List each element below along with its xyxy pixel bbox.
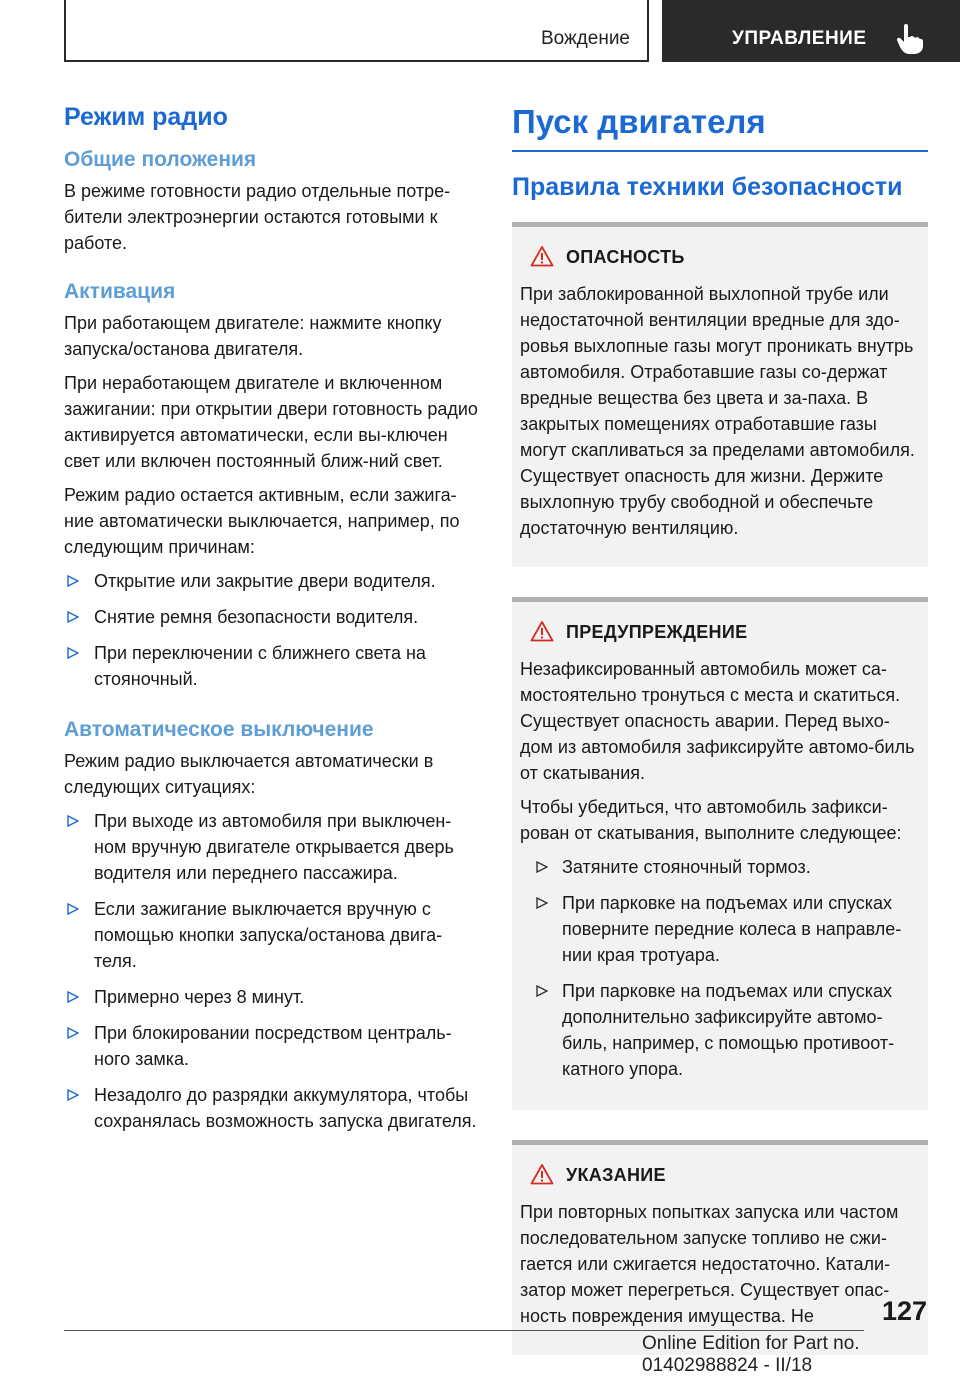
list-item: Если зажигание выключается вручную с помощью кнопки запуска/останова двига-теля. xyxy=(64,896,480,974)
triangle-bullet-icon xyxy=(67,1089,79,1101)
triangle-bullet-icon xyxy=(67,647,79,659)
box-title: ПРЕДУПРЕЖДЕНИЕ xyxy=(566,622,748,642)
paragraph: Режим радио остается активным, если зажига-ние автоматически выключается, например, по следующим причинам: xyxy=(64,485,460,557)
warning-box xyxy=(512,597,928,1110)
box-header xyxy=(520,620,920,656)
subsection-title-safety: Правила техники безопасности xyxy=(512,173,903,201)
list-item: При блокировании посредством централь-ного замка. xyxy=(64,1020,480,1072)
paragraph: При повторных попытках запуска или частом последовательном запуске топливо не сжи-гается или сжигается недостаточно. Катали-затор может перегреться. Существует опас-ность повреждения имущества. Не xyxy=(520,1202,899,1326)
right-column xyxy=(512,100,928,1355)
paragraph: Чтобы убедиться, что автомобиль зафикси-рован от скатывания, выполните следующее: xyxy=(520,797,902,843)
paragraph: В режиме готовности радио отдельные потре-бители электроэнергии остаются готовыми к работе. xyxy=(64,181,451,253)
bullet-list xyxy=(64,568,480,692)
list-item: При парковке на подъемах или спусках дополнительно зафиксируйте автомо-биль, например, с помощью противоот-катного упора. xyxy=(520,978,920,1082)
subsection-title-auto-off: Автоматическое выключение xyxy=(64,718,374,741)
triangle-bullet-icon xyxy=(67,991,79,1003)
box-header xyxy=(520,1163,920,1199)
box-title: УКАЗАНИЕ xyxy=(566,1165,666,1185)
list-item: При переключении с ближнего света на стояночный. xyxy=(64,640,480,692)
box-header xyxy=(520,245,920,281)
paragraph: При неработающем двигателе и включенном зажигании: при открытии двери готовность радио активируется автоматически, если вы-ключен свет или включен постоянный ближ-ний свет. xyxy=(64,373,478,471)
footer-divider xyxy=(64,1330,864,1331)
list-item: При выходе из автомобиля при выключен-ном вручную двигателе открывается дверь водителя или переднего пассажира. xyxy=(64,808,480,886)
title-divider xyxy=(512,150,928,152)
triangle-bullet-icon xyxy=(67,611,79,623)
triangle-bullet-icon xyxy=(536,897,548,909)
triangle-bullet-icon xyxy=(536,985,548,997)
paragraph: При работающем двигателе: нажмите кнопку запуска/останова двигателя. xyxy=(64,313,442,359)
warning-triangle-icon xyxy=(530,620,554,642)
triangle-bullet-icon xyxy=(67,575,79,587)
section-title-engine-start: Пуск двигателя xyxy=(512,103,766,140)
triangle-bullet-icon xyxy=(67,903,79,915)
section-title-radio-mode: Режим радио xyxy=(64,103,228,131)
warning-triangle-icon xyxy=(530,245,554,267)
list-item: Открытие или закрытие двери водителя. xyxy=(64,568,480,594)
header-section-label: Вождение xyxy=(540,28,630,49)
subsection-title-general: Общие положения xyxy=(64,148,257,171)
bullet-list xyxy=(64,808,480,1134)
list-item: Примерно через 8 минут. xyxy=(64,984,480,1010)
hand-pointer-icon xyxy=(895,23,925,55)
header-chapter-tab xyxy=(662,0,960,62)
triangle-bullet-icon xyxy=(67,1027,79,1039)
paragraph: Режим радио выключается автоматически в следующих ситуациях: xyxy=(64,751,434,797)
box-title: ОПАСНОСТЬ xyxy=(566,247,685,267)
list-item: Затяните стояночный тормоз. xyxy=(520,854,920,880)
header-chapter-label: УПРАВЛЕНИЕ xyxy=(732,28,867,49)
list-item: При парковке на подъемах или спусках поверните передние колеса в направле-нии края тротуара. xyxy=(520,890,920,968)
notice-box xyxy=(512,1140,928,1355)
list-item: Незадолго до разрядки аккумулятора, чтобы сохранялась возможность запуска двигателя. xyxy=(64,1082,480,1134)
subsection-title-activation: Активация xyxy=(64,280,176,303)
paragraph: При заблокированной выхлопной трубе или недостаточной вентиляции вредные для здо-ровья выхлопные газы могут проникать внутрь автомобиля. Отработавшие газы со-держат вредные вещества без цвета и за-паха. В закрытых помещениях отработавшие газы могут скапливаться за пределами автомобиля. Существует опасность для жизни. Держите выхлопную трубу свободной и обеспечьте достаточную вентиляцию. xyxy=(520,284,915,538)
left-column xyxy=(64,100,480,1144)
bullet-list xyxy=(520,854,920,1082)
danger-box xyxy=(512,222,928,567)
paragraph: Незафиксированный автомобиль может са-мостоятельно тронуться с места и скатиться. Существует опасность аварии. Перед выхо-дом из автомобиля зафиксируйте автомо-биль от скатывания. xyxy=(520,659,915,783)
warning-triangle-icon xyxy=(530,1163,554,1185)
page-number: 127 xyxy=(881,1296,927,1326)
footer-edition: Online Edition for Part no. 01402988824 - II/18 xyxy=(642,1333,860,1376)
triangle-bullet-icon xyxy=(67,815,79,827)
triangle-bullet-icon xyxy=(536,861,548,873)
list-item: Снятие ремня безопасности водителя. xyxy=(64,604,480,630)
